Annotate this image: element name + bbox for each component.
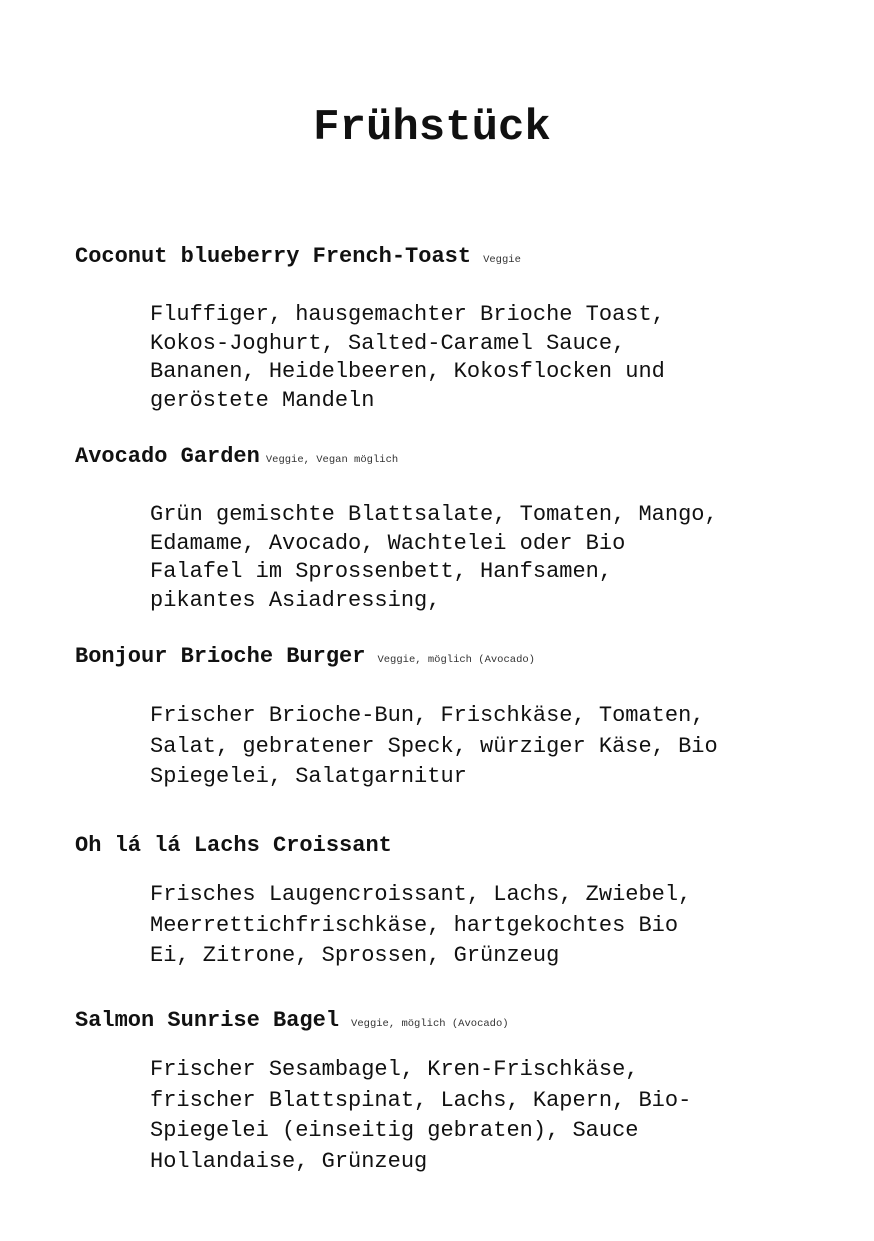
menu-item-header bbox=[75, 832, 835, 860]
menu-item-description bbox=[75, 501, 835, 615]
description-line: Frischer Brioche-Bun, Frischkäse, Tomaten, bbox=[150, 703, 705, 728]
description-line: Salat, gebratener Speck, würziger Käse, Bio bbox=[150, 733, 718, 759]
description-line: Fluffiger, hausgemachter Brioche Toast, bbox=[150, 302, 665, 327]
menu-item bbox=[75, 643, 835, 793]
menu-item-header bbox=[75, 1007, 835, 1035]
menu-item-header bbox=[75, 443, 835, 471]
menu-item-description bbox=[75, 701, 835, 793]
menu-item-description bbox=[75, 301, 835, 415]
description-line: Meerrettichfrischkäse, hartgekochtes Bio bbox=[150, 912, 679, 938]
menu-item-description bbox=[75, 1055, 835, 1177]
menu-item-name: Oh lá lá Lachs Croissant bbox=[75, 833, 392, 858]
menu-item-header bbox=[75, 243, 835, 271]
description-line: Bananen, Heidelbeeren, Kokosflocken und bbox=[150, 359, 665, 384]
menu-item bbox=[75, 832, 835, 972]
menu-item-tag: Veggie, möglich (Avocado) bbox=[351, 1018, 509, 1030]
menu-item-tag: Veggie, möglich (Avocado) bbox=[377, 654, 535, 666]
description-line: frischer Blattspinat, Lachs, Kapern, Bio- bbox=[150, 1087, 692, 1113]
menu-item bbox=[75, 1007, 835, 1177]
description-line: pikantes Asiadressing, bbox=[150, 587, 441, 613]
menu-item bbox=[75, 243, 835, 415]
description-line: Ei, Zitrone, Sprossen, Grünzeug bbox=[150, 943, 560, 968]
menu-item-name: Bonjour Brioche Burger bbox=[75, 644, 366, 669]
description-line: Spiegelei, Salatgarnitur bbox=[150, 764, 467, 789]
description-line: geröstete Mandeln bbox=[150, 387, 375, 413]
menu-item bbox=[75, 443, 835, 615]
menu-item-name: Salmon Sunrise Bagel bbox=[75, 1008, 340, 1033]
description-line: Frischer Sesambagel, Kren-Frischkäse, bbox=[150, 1057, 639, 1082]
description-line: Hollandaise, Grünzeug bbox=[150, 1148, 428, 1174]
menu-item-tag: Veggie, Vegan möglich bbox=[265, 454, 399, 466]
menu-item-name: Avocado Garden bbox=[75, 444, 260, 469]
page-title: Frühstück bbox=[313, 103, 551, 153]
menu-item-tag: Veggie bbox=[483, 254, 521, 266]
menu-item-header bbox=[75, 643, 835, 671]
description-line: Edamame, Avocado, Wachtelei oder Bio bbox=[150, 530, 626, 556]
description-line: Grün gemischte Blattsalate, Tomaten, Mango, bbox=[150, 502, 718, 527]
description-line: Falafel im Sprossenbett, Hanfsamen, bbox=[150, 559, 613, 584]
description-line: Kokos-Joghurt, Salted-Caramel Sauce, bbox=[150, 330, 626, 356]
menu-item-description bbox=[75, 880, 835, 972]
menu-item-name: Coconut blueberry French-Toast bbox=[75, 244, 472, 269]
description-line: Frisches Laugencroissant, Lachs, Zwiebel, bbox=[150, 882, 692, 907]
description-line: Spiegelei (einseitig gebraten), Sauce bbox=[150, 1118, 639, 1143]
